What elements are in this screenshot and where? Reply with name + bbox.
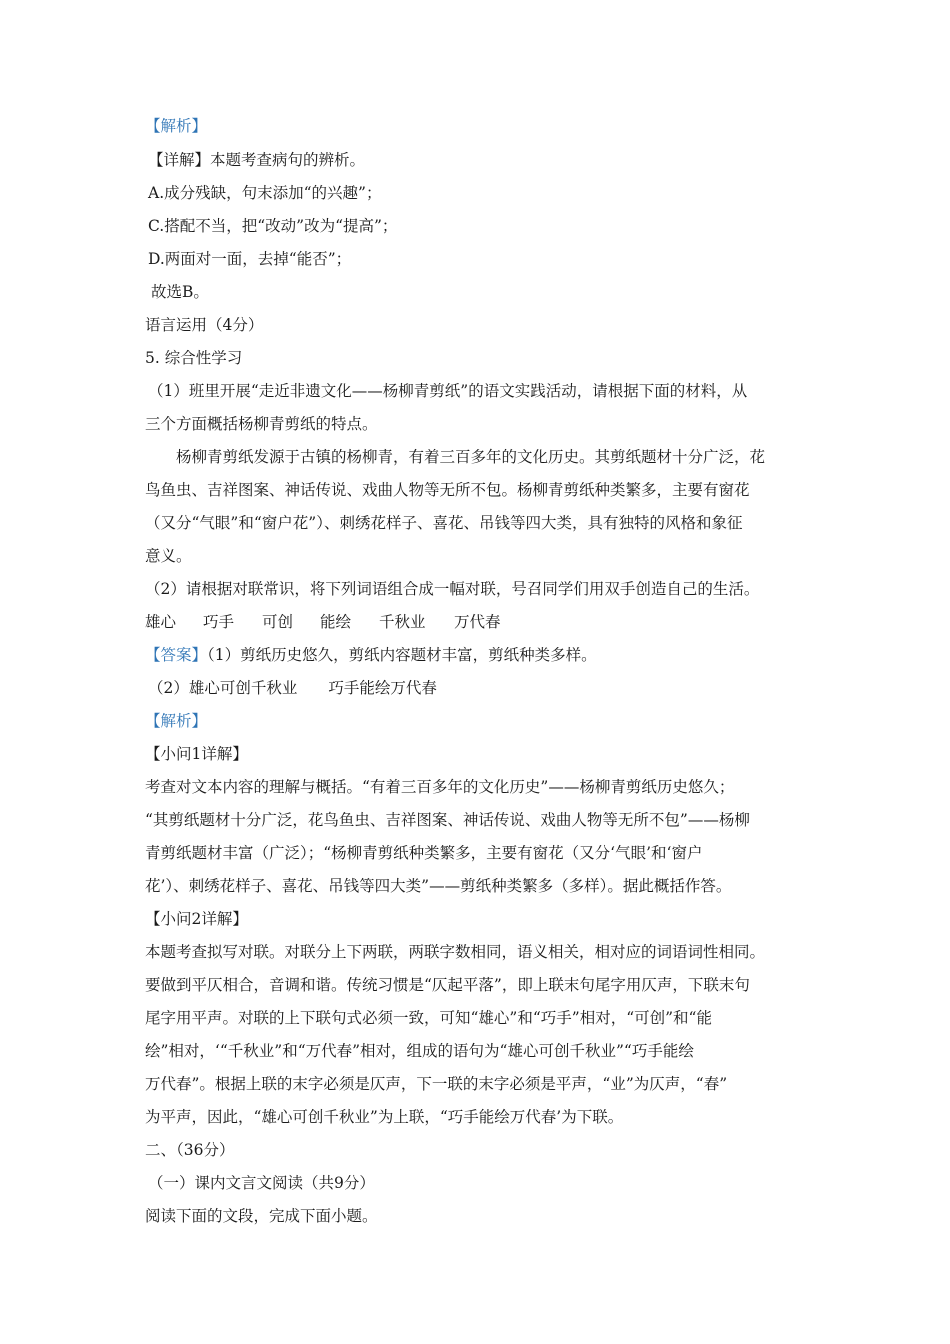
answer-tag: 【答案】 xyxy=(145,646,208,664)
subquestion1-title: 【小问1详解】 xyxy=(145,745,248,763)
analysis-tag: 【解析】 xyxy=(145,117,208,135)
sq1-line4: 花’）、刺绣花样子、喜花、吊钱等四大类”——剪纸种类繁多（多样）。据此概括作答。 xyxy=(145,877,732,895)
sq2-line3: 尾字用平声。对联的上下联句式必须一致，可知“雄心”和“巧手”相对，“可创”和“能 xyxy=(145,1009,712,1027)
sq2-line6: 为平声，因此，“雄心可创千秋业”为上联，“巧手能绘万代春’为下联。 xyxy=(145,1108,624,1126)
reading-instruction: 阅读下面的文段，完成下面小题。 xyxy=(145,1207,378,1225)
answer-row xyxy=(145,644,597,666)
word-item: 千秋业 xyxy=(379,613,426,631)
q5-title: 5. 综合性学习 xyxy=(145,349,243,367)
q4-conclusion: 故选B。 xyxy=(151,283,209,301)
sq1-line3: 青剪纸题材丰富（广泛）；“杨柳青剪纸种类繁多，主要有窗花（又分‘气眼’和‘窗户 xyxy=(145,844,703,862)
word-item: 能绘 xyxy=(320,613,352,631)
subsection1-heading: （一）课内文言文阅读（共9分） xyxy=(148,1174,375,1192)
q4-option-d-explanation: D.两面对一面，去掉“能否”； xyxy=(148,250,352,268)
material-line1: 杨柳青剪纸发源于古镇的杨柳青，有着三百多年的文化历史。其剪纸题材十分广泛，花 xyxy=(176,448,766,466)
word-item: 可创 xyxy=(262,613,294,631)
subquestion2-title: 【小问2详解】 xyxy=(145,910,248,928)
material-line2: 鸟鱼虫、吉祥图案、神话传说、戏曲人物等无所不包。杨柳青剪纸种类繁多，主要有窗花 xyxy=(145,481,750,499)
word-item: 巧手 xyxy=(203,613,235,631)
material-line4: 意义。 xyxy=(145,547,192,565)
sq1-line1: 考查对文本内容的理解与概括。“有着三百多年的文化历史”——杨柳青剪纸历史悠久； xyxy=(145,778,735,796)
sq2-line5: 万代春”。根据上联的末字必须是仄声，下一联的末字必须是平声，“业”为仄声，“春” xyxy=(145,1075,728,1093)
answer-part2: （2）雄心可创千秋业 巧手能绘万代春 xyxy=(148,679,437,697)
sq2-line2: 要做到平仄相合，音调和谐。传统习惯是“仄起平落”，即上联末句尾字用仄声，下联末句 xyxy=(145,976,750,994)
word-item: 雄心 xyxy=(145,613,177,631)
answer-part1: （1）剪纸历史悠久，剪纸内容题材丰富，剪纸种类多样。 xyxy=(207,646,597,664)
sq1-line2: “其剪纸题材十分广泛，花鸟鱼虫、吉祥图案、神话传说、戏曲人物等无所不包”——杨柳 xyxy=(145,811,750,829)
sq2-line1: 本题考查拟写对联。对联分上下两联，两联字数相同，语义相关，相对应的词语词性相同。 xyxy=(145,943,766,961)
word-item: 万代春 xyxy=(454,613,501,631)
material-line3: （又分“气眼”和“窗户花”）、刺绣花样子、喜花、吊钱等四大类，具有独特的风格和象征 xyxy=(145,514,743,532)
sq2-line4: 绘”相对，‘“千秋业”和“万代春”相对，组成的语句为“雄心可创千秋业”“巧手能绘 xyxy=(145,1042,694,1060)
q5-sub2: （2）请根据对联常识，将下列词语组合成一幅对联，号召同学们用双手创造自己的生活。 xyxy=(145,580,760,598)
q5-sub1-line2: 三个方面概括杨柳青剪纸的特点。 xyxy=(145,415,378,433)
q4-option-a-explanation: A.成分残缺，句末添加“的兴趣”； xyxy=(148,184,382,202)
q5-sub1-line1: （1）班里开展“走近非遗文化——杨柳青剪纸”的语文实践活动，请根据下面的材料，从 xyxy=(148,382,748,400)
section-language-use: 语言运用（4分） xyxy=(145,316,264,334)
q4-detail-heading: 【详解】本题考查病句的辨析。 xyxy=(148,151,366,169)
analysis-tag: 【解析】 xyxy=(145,712,208,730)
section2-heading: 二、（36分） xyxy=(145,1141,235,1159)
q4-option-c-explanation: C.搭配不当，把“改动”改为“提高”； xyxy=(148,217,398,235)
